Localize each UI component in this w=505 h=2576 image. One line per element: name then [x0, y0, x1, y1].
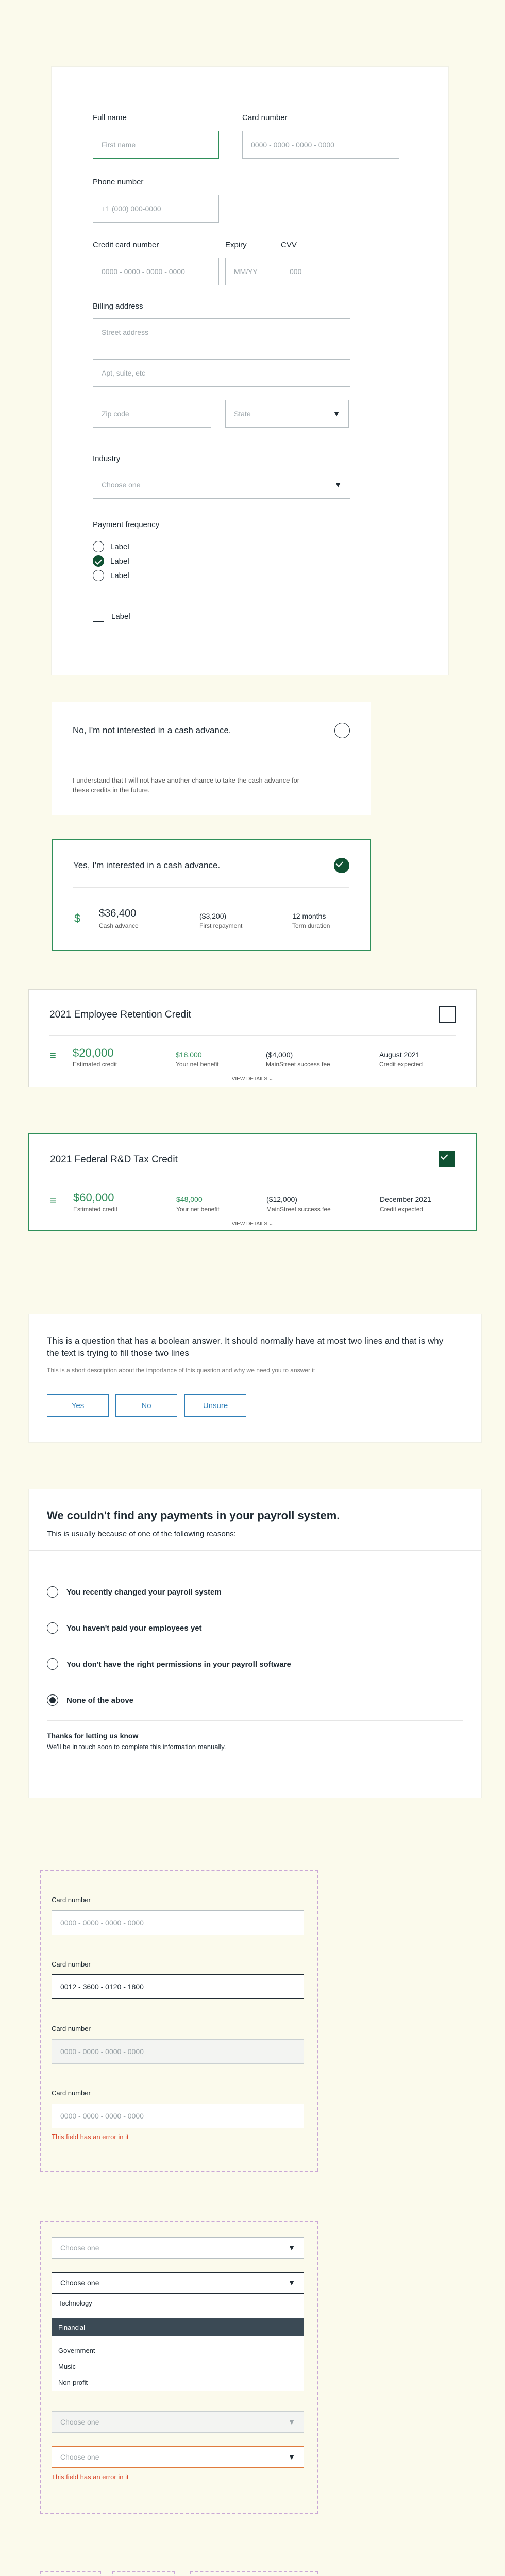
- credit-v2: $48,000: [176, 1195, 203, 1204]
- select-option[interactable]: Non-profit: [58, 2379, 88, 2386]
- select-placeholder: Choose one: [60, 2453, 99, 2461]
- credit-v4-sub: Credit expected: [379, 1061, 423, 1068]
- view-details-label: VIEW DETAILS: [231, 1076, 268, 1082]
- frequency-options: [93, 541, 129, 581]
- view-details-link[interactable]: [29, 1221, 476, 1227]
- chevron-up-icon: ▼: [288, 2279, 295, 2287]
- credit-v3: ($12,000): [266, 1195, 297, 1204]
- cc-input[interactable]: 0000 - 0000 - 0000 - 0000: [93, 258, 219, 285]
- credit-v2-sub: Your net benefit: [176, 1206, 220, 1213]
- select-option[interactable]: Music: [58, 2363, 76, 2370]
- option-label: You recently changed your payroll system: [66, 1587, 222, 1597]
- card-number-input-disabled[interactable]: 0000 - 0000 - 0000 - 0000: [52, 2039, 304, 2064]
- chevron-down-icon: ▼: [288, 2453, 295, 2461]
- radio[interactable]: [93, 555, 104, 567]
- radio[interactable]: [47, 1586, 58, 1598]
- view-details-label: VIEW DETAILS: [231, 1221, 268, 1227]
- state-placeholder: State: [234, 410, 251, 418]
- payroll-divider: [47, 1720, 463, 1721]
- advance-yes-radio[interactable]: [334, 858, 349, 873]
- advance-no-card[interactable]: [52, 702, 371, 815]
- card-number-input[interactable]: 0000 - 0000 - 0000 - 0000: [242, 131, 399, 159]
- credit-v1: $20,000: [73, 1046, 114, 1059]
- advance-amount-sub: Cash advance: [99, 922, 139, 929]
- credit-divider: [49, 1035, 456, 1036]
- payroll-option[interactable]: [47, 1622, 202, 1634]
- money-icon: $: [74, 912, 81, 925]
- card-number-label: Card number: [52, 2089, 91, 2097]
- credit-v2: $18,000: [176, 1050, 202, 1059]
- cvv-label: CVV: [281, 241, 297, 249]
- payroll-option[interactable]: [47, 1658, 291, 1670]
- frequency-option[interactable]: [93, 570, 129, 581]
- phone-input[interactable]: +1 (000) 000-0000: [93, 195, 219, 223]
- credit-v4: December 2021: [380, 1195, 431, 1204]
- credit-card-1[interactable]: [28, 989, 477, 1087]
- industry-label: Industry: [93, 454, 121, 463]
- agree-checkbox-row[interactable]: [93, 611, 130, 622]
- card-number-label: Card number: [242, 113, 288, 122]
- payroll-subtitle: This is usually because of one of the following reasons:: [47, 1530, 236, 1538]
- option-label: None of the above: [66, 1696, 134, 1705]
- credit-title: 2021 Employee Retention Credit: [49, 1009, 191, 1020]
- chevron-down-icon: ▼: [333, 410, 340, 418]
- checkbox-states: [112, 2571, 175, 2576]
- select-open[interactable]: [52, 2272, 304, 2294]
- zip-input[interactable]: Zip code: [93, 400, 211, 428]
- select-option[interactable]: Technology: [58, 2299, 92, 2307]
- street-input[interactable]: Street address: [93, 318, 350, 346]
- card-number-input-default[interactable]: 0000 - 0000 - 0000 - 0000: [52, 1910, 304, 1935]
- stack-icon: ≡: [50, 1194, 57, 1207]
- phone-label: Phone number: [93, 178, 144, 187]
- credit-v4-sub: Credit expected: [380, 1206, 424, 1213]
- select-placeholder: Choose one: [60, 2279, 99, 2287]
- advance-yes-title: Yes, I'm interested in a cash advance.: [73, 860, 221, 870]
- select-default[interactable]: [52, 2237, 304, 2259]
- industry-placeholder: Choose one: [102, 481, 141, 489]
- option-label: Label: [110, 571, 129, 580]
- credit-v2-sub: Your net benefit: [176, 1061, 219, 1068]
- option-label: You haven't paid your employees yet: [66, 1623, 202, 1633]
- select-placeholder: Choose one: [60, 2418, 99, 2426]
- credit-v1: $60,000: [73, 1191, 114, 1204]
- chevron-down-icon: ▼: [288, 2418, 295, 2426]
- credit-title: 2021 Federal R&D Tax Credit: [50, 1154, 178, 1165]
- select-error-text: This field has an error in it: [52, 2473, 129, 2481]
- card-number-error: This field has an error in it: [52, 2133, 129, 2141]
- payroll-card: [28, 1489, 482, 1798]
- credit-v4: August 2021: [379, 1050, 420, 1059]
- chevron-down-icon: ▼: [288, 2244, 295, 2252]
- no-button[interactable]: No: [115, 1394, 177, 1417]
- term-value: 12 months: [292, 912, 326, 920]
- full-name-input[interactable]: First name: [93, 131, 219, 159]
- credit-card-2[interactable]: [28, 1133, 477, 1231]
- advance-yes-divider: [73, 887, 349, 888]
- card-number-label: Card number: [52, 1960, 91, 1968]
- select-option: [52, 2336, 304, 2343]
- radio[interactable]: [47, 1694, 58, 1706]
- select-dropdown-menu: [52, 2294, 304, 2391]
- radio-states: [40, 2571, 101, 2576]
- credit-checkbox[interactable]: [439, 1006, 456, 1023]
- credit-v1-sub: Estimated credit: [73, 1061, 117, 1068]
- unsure-button[interactable]: Unsure: [184, 1394, 246, 1417]
- select-disabled[interactable]: [52, 2411, 304, 2433]
- question-text: This is a question that has a boolean answer. It should normally have at most two lines and that is why the text is trying to fill those two lines: [47, 1336, 444, 1358]
- stack-icon: ≡: [49, 1049, 56, 1062]
- payroll-option[interactable]: [47, 1586, 222, 1598]
- expiry-label: Expiry: [225, 241, 247, 249]
- boolean-question-card: [28, 1314, 482, 1443]
- cvv-input[interactable]: 000: [281, 258, 314, 285]
- apt-input[interactable]: Apt, suite, etc: [93, 359, 350, 387]
- select-error[interactable]: [52, 2446, 304, 2468]
- option-label: You don't have the right permissions in your payroll software: [66, 1659, 291, 1669]
- radio[interactable]: [47, 1658, 58, 1670]
- radio[interactable]: [93, 570, 104, 581]
- date-picker-states: [190, 2571, 318, 2576]
- credit-v3-sub: MainStreet success fee: [266, 1061, 330, 1068]
- thanks-subtitle: We'll be in touch soon to complete this information manually.: [47, 1743, 226, 1751]
- select-option[interactable]: Government: [58, 2347, 95, 2354]
- checkbox[interactable]: [93, 611, 104, 622]
- credit-v3: ($4,000): [266, 1050, 293, 1059]
- view-details-link[interactable]: [29, 1076, 476, 1082]
- radio[interactable]: [47, 1622, 58, 1634]
- select-option: [52, 2312, 304, 2318]
- billing-label: Billing address: [93, 302, 143, 311]
- credit-v3-sub: MainStreet success fee: [266, 1206, 331, 1213]
- payroll-option[interactable]: [47, 1694, 133, 1706]
- payroll-title: We couldn't find any payments in your payroll system.: [47, 1509, 340, 1522]
- question-desc: This is a short description about the importance of this question and why we need you to answer it: [47, 1367, 315, 1374]
- full-name-label: Full name: [93, 113, 127, 122]
- term-sub: Term duration: [292, 922, 330, 929]
- expiry-input[interactable]: MM/YY: [225, 258, 274, 285]
- option-label: Label: [110, 556, 129, 566]
- card-number-label: Card number: [52, 1896, 91, 1904]
- industry-select[interactable]: [93, 471, 350, 499]
- option-label: Label: [110, 542, 129, 551]
- chevron-down-icon: ⌄: [268, 1076, 274, 1082]
- card-number-input-error[interactable]: 0000 - 0000 - 0000 - 0000: [52, 2104, 304, 2128]
- yes-button[interactable]: Yes: [47, 1394, 109, 1417]
- repay-sub: First repayment: [199, 922, 243, 929]
- radio[interactable]: [93, 541, 104, 552]
- advance-no-title: No, I'm not interested in a cash advance.: [73, 725, 231, 735]
- checkbox-label: Label: [111, 612, 130, 621]
- credit-v1-sub: Estimated credit: [73, 1206, 118, 1213]
- chevron-down-icon: ⌄: [268, 1221, 274, 1227]
- frequency-option[interactable]: [93, 541, 129, 552]
- frequency-label: Payment frequency: [93, 520, 160, 529]
- payroll-divider: [29, 1550, 481, 1551]
- credit-checkbox[interactable]: [439, 1151, 455, 1167]
- advance-amount: $36,400: [99, 908, 137, 919]
- thanks-title: Thanks for letting us know: [47, 1732, 139, 1740]
- card-number-input-filled[interactable]: 0012 - 3600 - 0120 - 1800: [52, 1974, 304, 1999]
- select-placeholder: Choose one: [60, 2244, 99, 2252]
- chevron-down-icon: ▼: [334, 481, 342, 489]
- advance-yes-card[interactable]: [52, 839, 371, 951]
- cc-label: Credit card number: [93, 241, 159, 249]
- card-number-label: Card number: [52, 2025, 91, 2032]
- select-option-highlighted[interactable]: Financial: [52, 2318, 304, 2336]
- state-select[interactable]: [225, 400, 349, 428]
- advance-no-radio[interactable]: [334, 723, 350, 738]
- advance-no-body: I understand that I will not have another chance to take the cash advance for these credits in the future.: [73, 776, 300, 794]
- frequency-option[interactable]: [93, 555, 129, 567]
- repay-value: ($3,200): [199, 912, 227, 920]
